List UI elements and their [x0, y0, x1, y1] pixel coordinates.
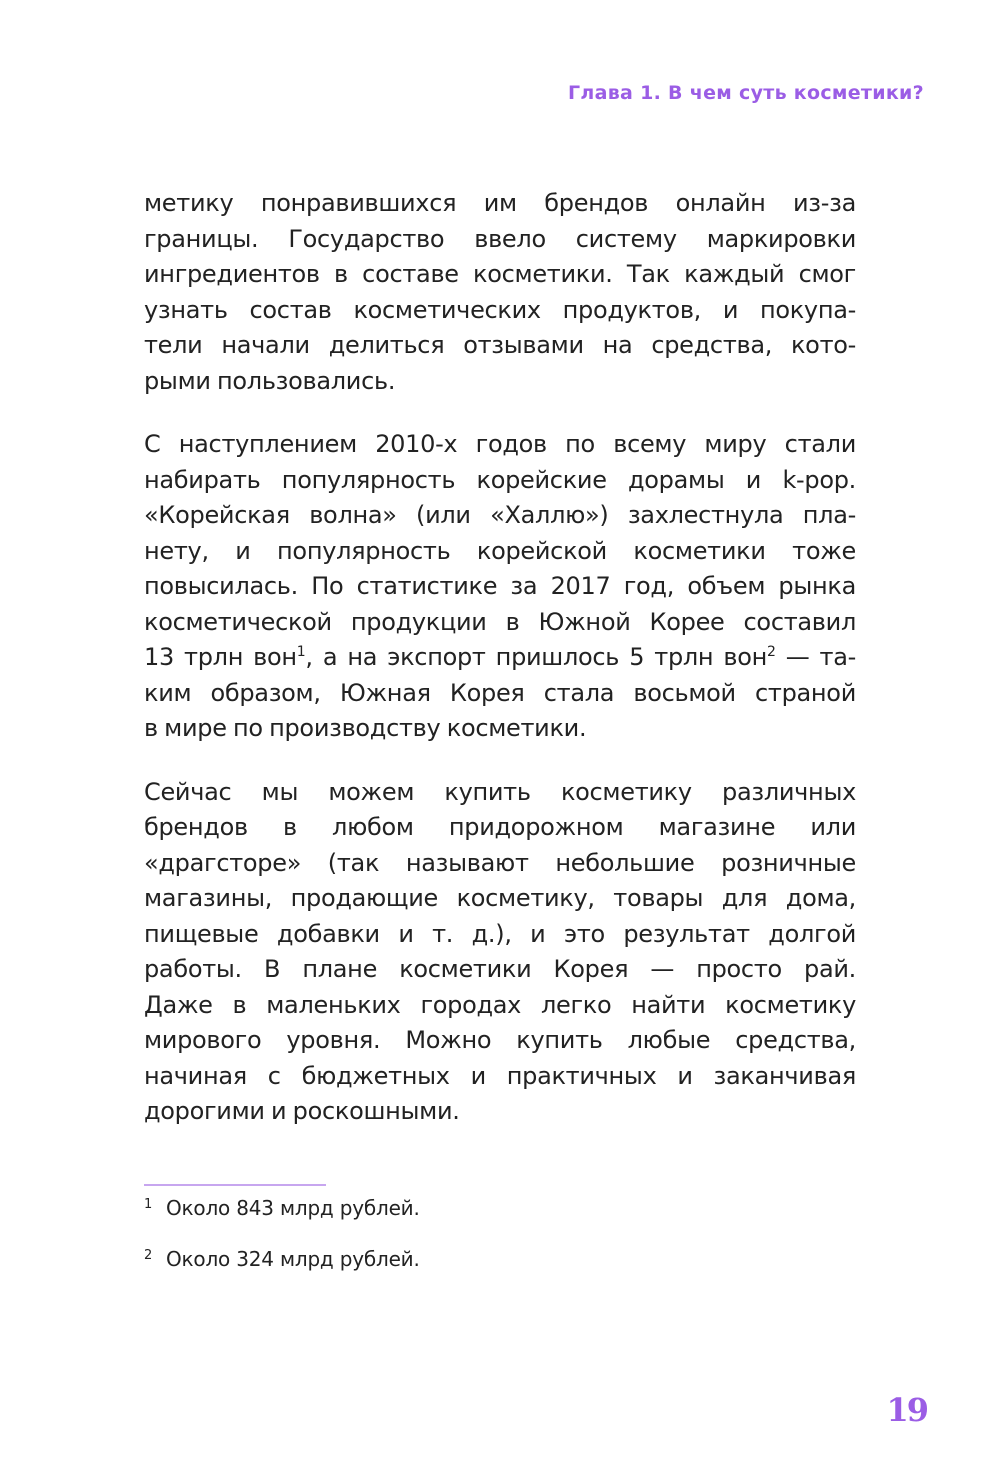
- footnote-ref-1[interactable]: 1: [296, 644, 306, 660]
- footnote-1: [144, 1196, 420, 1220]
- text-line: «Корейская волна» (или «Халлю») захлестнула пла-: [144, 501, 856, 529]
- text-fragment: — та-: [775, 643, 856, 671]
- running-head: Глава 1. В чем суть косметики?: [567, 82, 924, 104]
- text-line: рыми пользовались.: [144, 366, 396, 395]
- body-text: [144, 186, 856, 1158]
- text-line: работы. В плане косметики Корея — просто рай.: [144, 955, 856, 983]
- text-line: С наступлением 2010-х годов по всему миру стали: [144, 430, 856, 458]
- text-line: повысилась. По статистике за 2017 год, объем рынка: [144, 572, 856, 600]
- text-line: набирать популярность корейские дорамы и k-pop.: [144, 465, 856, 494]
- text-line: магазины, продающие косметику, товары для дома,: [144, 884, 856, 912]
- text-fragment: , а на экспорт пришлось 5 трлн вон: [305, 643, 768, 671]
- text-line-with-footnotes: [144, 640, 856, 676]
- text-line: ингредиентов в составе косметики. Так каждый смог: [144, 260, 856, 288]
- text-line: пищевые добавки и т. д.), и это результат долгой: [144, 919, 856, 948]
- footnote-text: Около 843 млрд рублей.: [166, 1196, 420, 1220]
- text-line: косметической продукции в Южной Корее составил: [144, 607, 856, 636]
- footnote-text: Около 324 млрд рублей.: [166, 1247, 420, 1271]
- footnote-mark: 2: [144, 1248, 153, 1263]
- paragraph-2: [144, 427, 856, 747]
- text-line: узнать состав косметических продуктов, и покупа-: [144, 295, 856, 324]
- footnote-2: [144, 1247, 420, 1271]
- text-line: ким образом, Южная Корея стала восьмой страной: [144, 678, 856, 707]
- paragraph-1: [144, 186, 856, 399]
- paragraph-3: [144, 775, 856, 1130]
- footnote-mark: 1: [144, 1197, 153, 1212]
- text-line: в мире по производству косметики.: [144, 714, 587, 742]
- footnote-ref-2[interactable]: 2: [767, 644, 776, 660]
- text-line: брендов в любом придорожном магазине или: [144, 813, 856, 841]
- text-line: начиная с бюджетных и практичных и заканчивая: [144, 1061, 856, 1090]
- text-line: тели начали делиться отзывами на средства, кото-: [144, 331, 856, 359]
- text-line: Даже в маленьких городах легко найти косметику: [144, 990, 856, 1019]
- text-line: дорогими и роскошными.: [144, 1097, 460, 1125]
- footnote-divider: [144, 1184, 326, 1186]
- text-line: «драгсторе» (так называют небольшие розничные: [144, 848, 856, 877]
- text-line: Сейчас мы можем купить косметику различных: [144, 777, 856, 806]
- page-number: 19: [886, 1391, 927, 1429]
- text-line: мирового уровня. Можно купить любые средства,: [144, 1026, 856, 1054]
- text-line: границы. Государство ввело систему маркировки: [144, 224, 856, 253]
- text-line: нету, и популярность корейской косметики тоже: [144, 536, 856, 565]
- text-line: метику понравившихся им брендов онлайн из-за: [144, 189, 856, 217]
- text-fragment: 13 трлн вон: [144, 643, 297, 671]
